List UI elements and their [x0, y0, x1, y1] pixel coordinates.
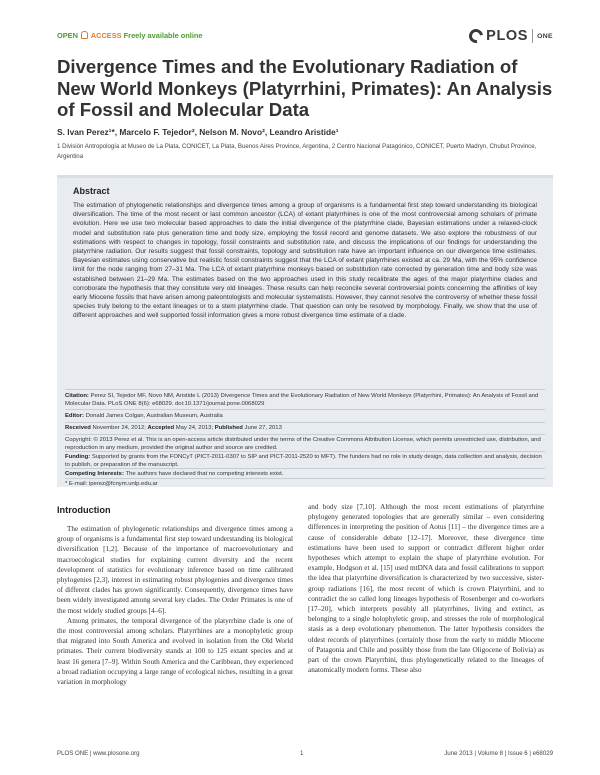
body-column-left: [57, 505, 293, 687]
logo-divider: [532, 29, 533, 43]
editor-text: Donald James Colgan, Australian Museum, Australia: [85, 413, 223, 419]
meta-divider-4: [65, 451, 545, 452]
abstract-heading: Abstract: [73, 186, 110, 196]
competing-text: The authors have declared that no competing interests exist.: [125, 471, 284, 477]
open-access-label: [57, 31, 203, 40]
author-affiliations: 1 División Antropología at Museo de La Plata, CONICET, La Plata, Buenos Aires Province, Argentina, 2 Centro Nacional Patagónico, CONICET, Puerto Madryn, Chubut Province, Argentina: [57, 143, 537, 160]
intro-paragraph-3: and body size [7,10]. Although the most recent estimations of platyrrhine phylogeny generated topologies that are generally similar – even considering differences in interpreting the position of Aotus [11] – the divergence times are a cause of considerable debate [12–17]. Moreover, these divergence time estimations have been used to support or contradict different higher order hypotheses which attempt to explain the shape of platyrrhine evolution. For example, Hodgson et al. [15] used mtDNA data and fossil calibrations to support the idea that platyrrhine diversification is characterized by two successive, sister-group radiations [16], the most recent of which is crown Platyrrhini, and to contradict the so called long lineages hypothesis of Rosenberger and co-workers [17–20], which interprets possibly all platyrrhines, living and extinct, as belonging to a single holophyletic group, and stresses the role of morphological stasis as a deep evolutionary phenomenon. The latter hypothesis considers the oldest records of platyrrhines (certainly those from the early to middle Miocene of Patagonia and Chile and possibly those from the late Oligocene of Bolivia) as part of the crown Platyrrhini, thus phylogenetically related to the lineages of anatomically modern forms. These also: [308, 503, 544, 675]
author-list: S. Ivan Perez¹*, Marcelo F. Tejedor², Nelson M. Novo², Leandro Aristide¹: [57, 127, 339, 137]
copyright-text: Copyright: © 2013 Perez et al. This is an open-access article distributed under the terms of the Creative Commons Attribution License, which permits unrestricted use, distribution, and reproduction in any medium, provided the original author and source are credited.: [65, 437, 541, 452]
meta-divider-5: [65, 468, 545, 469]
citation-line: [65, 392, 545, 409]
editor-line: [65, 412, 545, 420]
intro-paragraph-2: Among primates, the temporal divergence of the platyrrhine clade is one of the most controversial among scholars. Platyrrhines are a monophyletic group that migrated into South America and evolved in isolation from the Old World primates. Their current biodiversity stands at 100 to 125 extant species and at least 16 genera [7–9]. Within South America and the Caribbean, they experienced a broad radiation occupying a large range of ecological niches, resulting in a great variation in morphology: [57, 616, 293, 687]
accepted-date: May 24, 2013;: [175, 425, 214, 431]
dates-line: [65, 424, 545, 432]
footer-journal-site: PLOS ONE | www.plosone.org: [57, 750, 140, 757]
funding-label: Funding:: [65, 454, 92, 460]
journal-header-bar: [57, 27, 553, 47]
open-lock-icon: [81, 31, 88, 39]
citation-label: Citation:: [65, 393, 89, 399]
open-access-word-access: ACCESS: [90, 31, 122, 40]
published-label: Published: [214, 425, 243, 431]
meta-divider-top: [65, 389, 545, 390]
meta-divider-2: [65, 422, 545, 423]
page-footer: [57, 750, 553, 760]
competing-label: Competing Interests:: [65, 471, 126, 477]
editor-label: Editor:: [65, 413, 84, 419]
open-access-word-open: OPEN: [57, 31, 78, 40]
accepted-label: Accepted: [147, 425, 175, 431]
abstract-text: The estimation of phylogenetic relationships and divergence times among a group of organisms is a fundamental first step toward understanding its biological diversification. The time of the most recent or last common ancestor (LCA) of extant platyrrhines is one of the most controversial among scholars of primate evolution. Here we use two molecular based approaches to date the initial divergence of the platyrrhine clade, Bayesian estimations under a relaxed-clock model and substitution rate plus generation time and body size, employing the fossil record and genome datasets. We also explore the robustness of our estimations with respect to changes in topology, fossil constraints and substitution rate, and discuss the implications of our findings for understanding the platyrrhine radiation. Our results suggest that fossil constraints, topology and substitution rate have an important influence on our divergence time estimates. Bayesian estimates using conservative but realistic fossil constraints suggest that the LCA of extant platyrrhines existed at ca. 29 Ma, with the 95% confidence limit for the node ranging from 27–31 Ma. The LCA of extant platyrrhine monkeys based on substitution rate corrected by generation time and body size was established between 21–29 Ma. The estimates based on the two approaches used in this study recalibrate the ages of the major platyrrhine clades and corroborate the hypothesis that they constitute very old lineages. These results can help reconcile several controversial points concerning the affinities of key early Miocene fossils that have arisen among paleontologists and molecular systematists. However, they cannot resolve the controversy of whether these fossil species truly belong to the extant lineages or to a stem platyrrhine clade. That question can only be resolved by morphology. Finally, we show that the use of different approaches and well supported fossil information gives a more robust divergence time estimate of a clade.: [73, 202, 537, 320]
article-title: Divergence Times and the Evolutionary Radiation of New World Monkeys (Platyrrhini, Primates): An Analysis of Fossil and Molecular Data: [57, 56, 553, 120]
plos-logo-sub: ONE: [537, 32, 553, 40]
published-date: June 27, 2013: [244, 425, 282, 431]
plos-logo-icon: [466, 26, 485, 45]
introduction-heading: Introduction: [57, 505, 111, 515]
right-column-text: [308, 502, 544, 675]
meta-divider-1: [65, 409, 545, 410]
left-column-text: [57, 524, 293, 687]
open-access-tagline: Freely available online: [123, 31, 203, 40]
footer-page-number: 1: [300, 750, 304, 757]
meta-divider-3: [65, 434, 545, 435]
plos-logo-word: PLOS: [486, 28, 529, 44]
email-line: [65, 480, 545, 488]
footer-issue-info: June 2013 | Volume 8 | Issue 6 | e68029: [444, 750, 553, 757]
meta-divider-6: [65, 478, 545, 479]
received-label: Received: [65, 425, 91, 431]
citation-text: Perez SI, Tejedor MF, Novo NM, Aristide L (2013) Divergence Times and the Evolutionary Radiation of New World Monkeys (Platyrrhini, Primates): An Analysis of Fossil and Molecular Data. PLoS ONE 8(6): e68029. doi:10.1371/journal.pone.0068029: [65, 393, 539, 408]
plos-one-logo: [469, 27, 553, 45]
funding-text: Supported by grants from the FONCyT (PICT-2011-0307 to SIP and PICT-2011-2520 to MFT). The funders had no role in study design, data collection and analysis, decision to publish, or preparation of the manuscript.: [65, 454, 542, 469]
abstract-box: [57, 175, 553, 487]
intro-paragraph-1: The estimation of phylogenetic relationships and divergence times among a group of organisms is a fundamental first step toward understanding its biological diversification [1,2]. Because of the importance of macroevolutionary and macroecological studies for explaining current diversity and the recent development of statistics for evolutionary inference based on time calibrated phylogenies [2,3], interest in estimating robust phylogenies and divergence times of different clades has grown significantly. Consequently, divergence times have been widely investigated among several key clades. The Order Primates is one of the most widely studied groups [4–6].: [57, 525, 293, 615]
received-date: November 24, 2012;: [92, 425, 146, 431]
body-column-right: [308, 502, 544, 675]
email-text: * E-mail: iperez@fcnym.unlp.edu.ar: [65, 481, 158, 487]
